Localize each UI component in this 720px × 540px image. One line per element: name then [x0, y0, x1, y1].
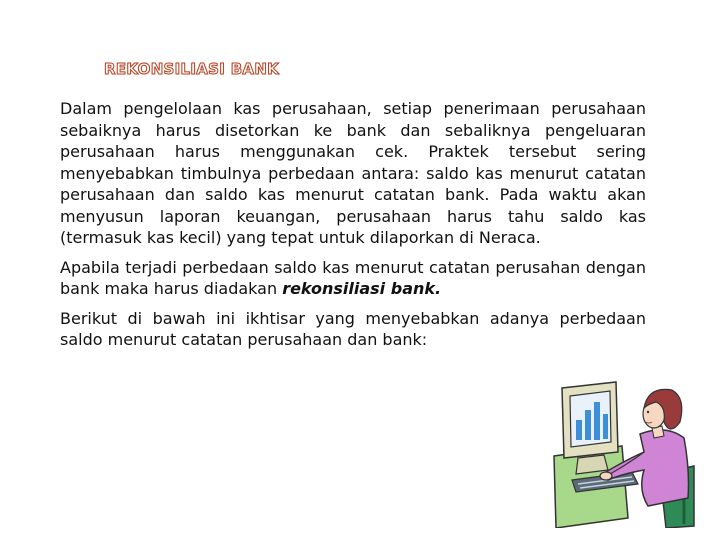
paragraph-reconciliation: [60, 257, 646, 300]
person-eye: [647, 411, 649, 413]
screen-bar: [585, 410, 591, 440]
person-hand: [600, 472, 612, 480]
paragraph-summary: Berikut di bawah ini ikhtisar yang menyebabkan adanya perbedaan saldo menurut catatan perusahaan dan bank:: [60, 308, 646, 349]
slide-title: REKONSILIASI BANK: [104, 60, 280, 78]
paragraph-reconciliation-emphasis: rekonsiliasi bank.: [282, 279, 442, 298]
paragraph-intro: Dalam pengelolaan kas perusahaan, setiap penerimaan perusahaan sebaiknya harus disetorkan ke bank dan sebaliknya pengeluaran perusahaan harus menggunakan cek. Praktek tersebut sering menyebabkan timbulnya perbedaan antara: saldo kas menurut catatan perusahaan dan saldo kas menurut catatan bank. Pada waktu akan menyusun laporan keuangan, perusahaan harus tahu saldo kas (termasuk kas kecil) yang tepat untuk dilaporkan di Neraca.: [60, 99, 646, 247]
person-at-computer-icon: [548, 378, 698, 532]
screen-bar: [603, 414, 608, 439]
screen-bar: [594, 402, 600, 440]
body-text: [60, 98, 646, 359]
monitor-stand: [576, 455, 608, 474]
paragraph-reconciliation-text: Apabila terjadi perbedaan saldo kas menurut catatan perusahan dengan bank maka harus diadakan: [60, 257, 646, 298]
screen-bar: [576, 420, 582, 440]
